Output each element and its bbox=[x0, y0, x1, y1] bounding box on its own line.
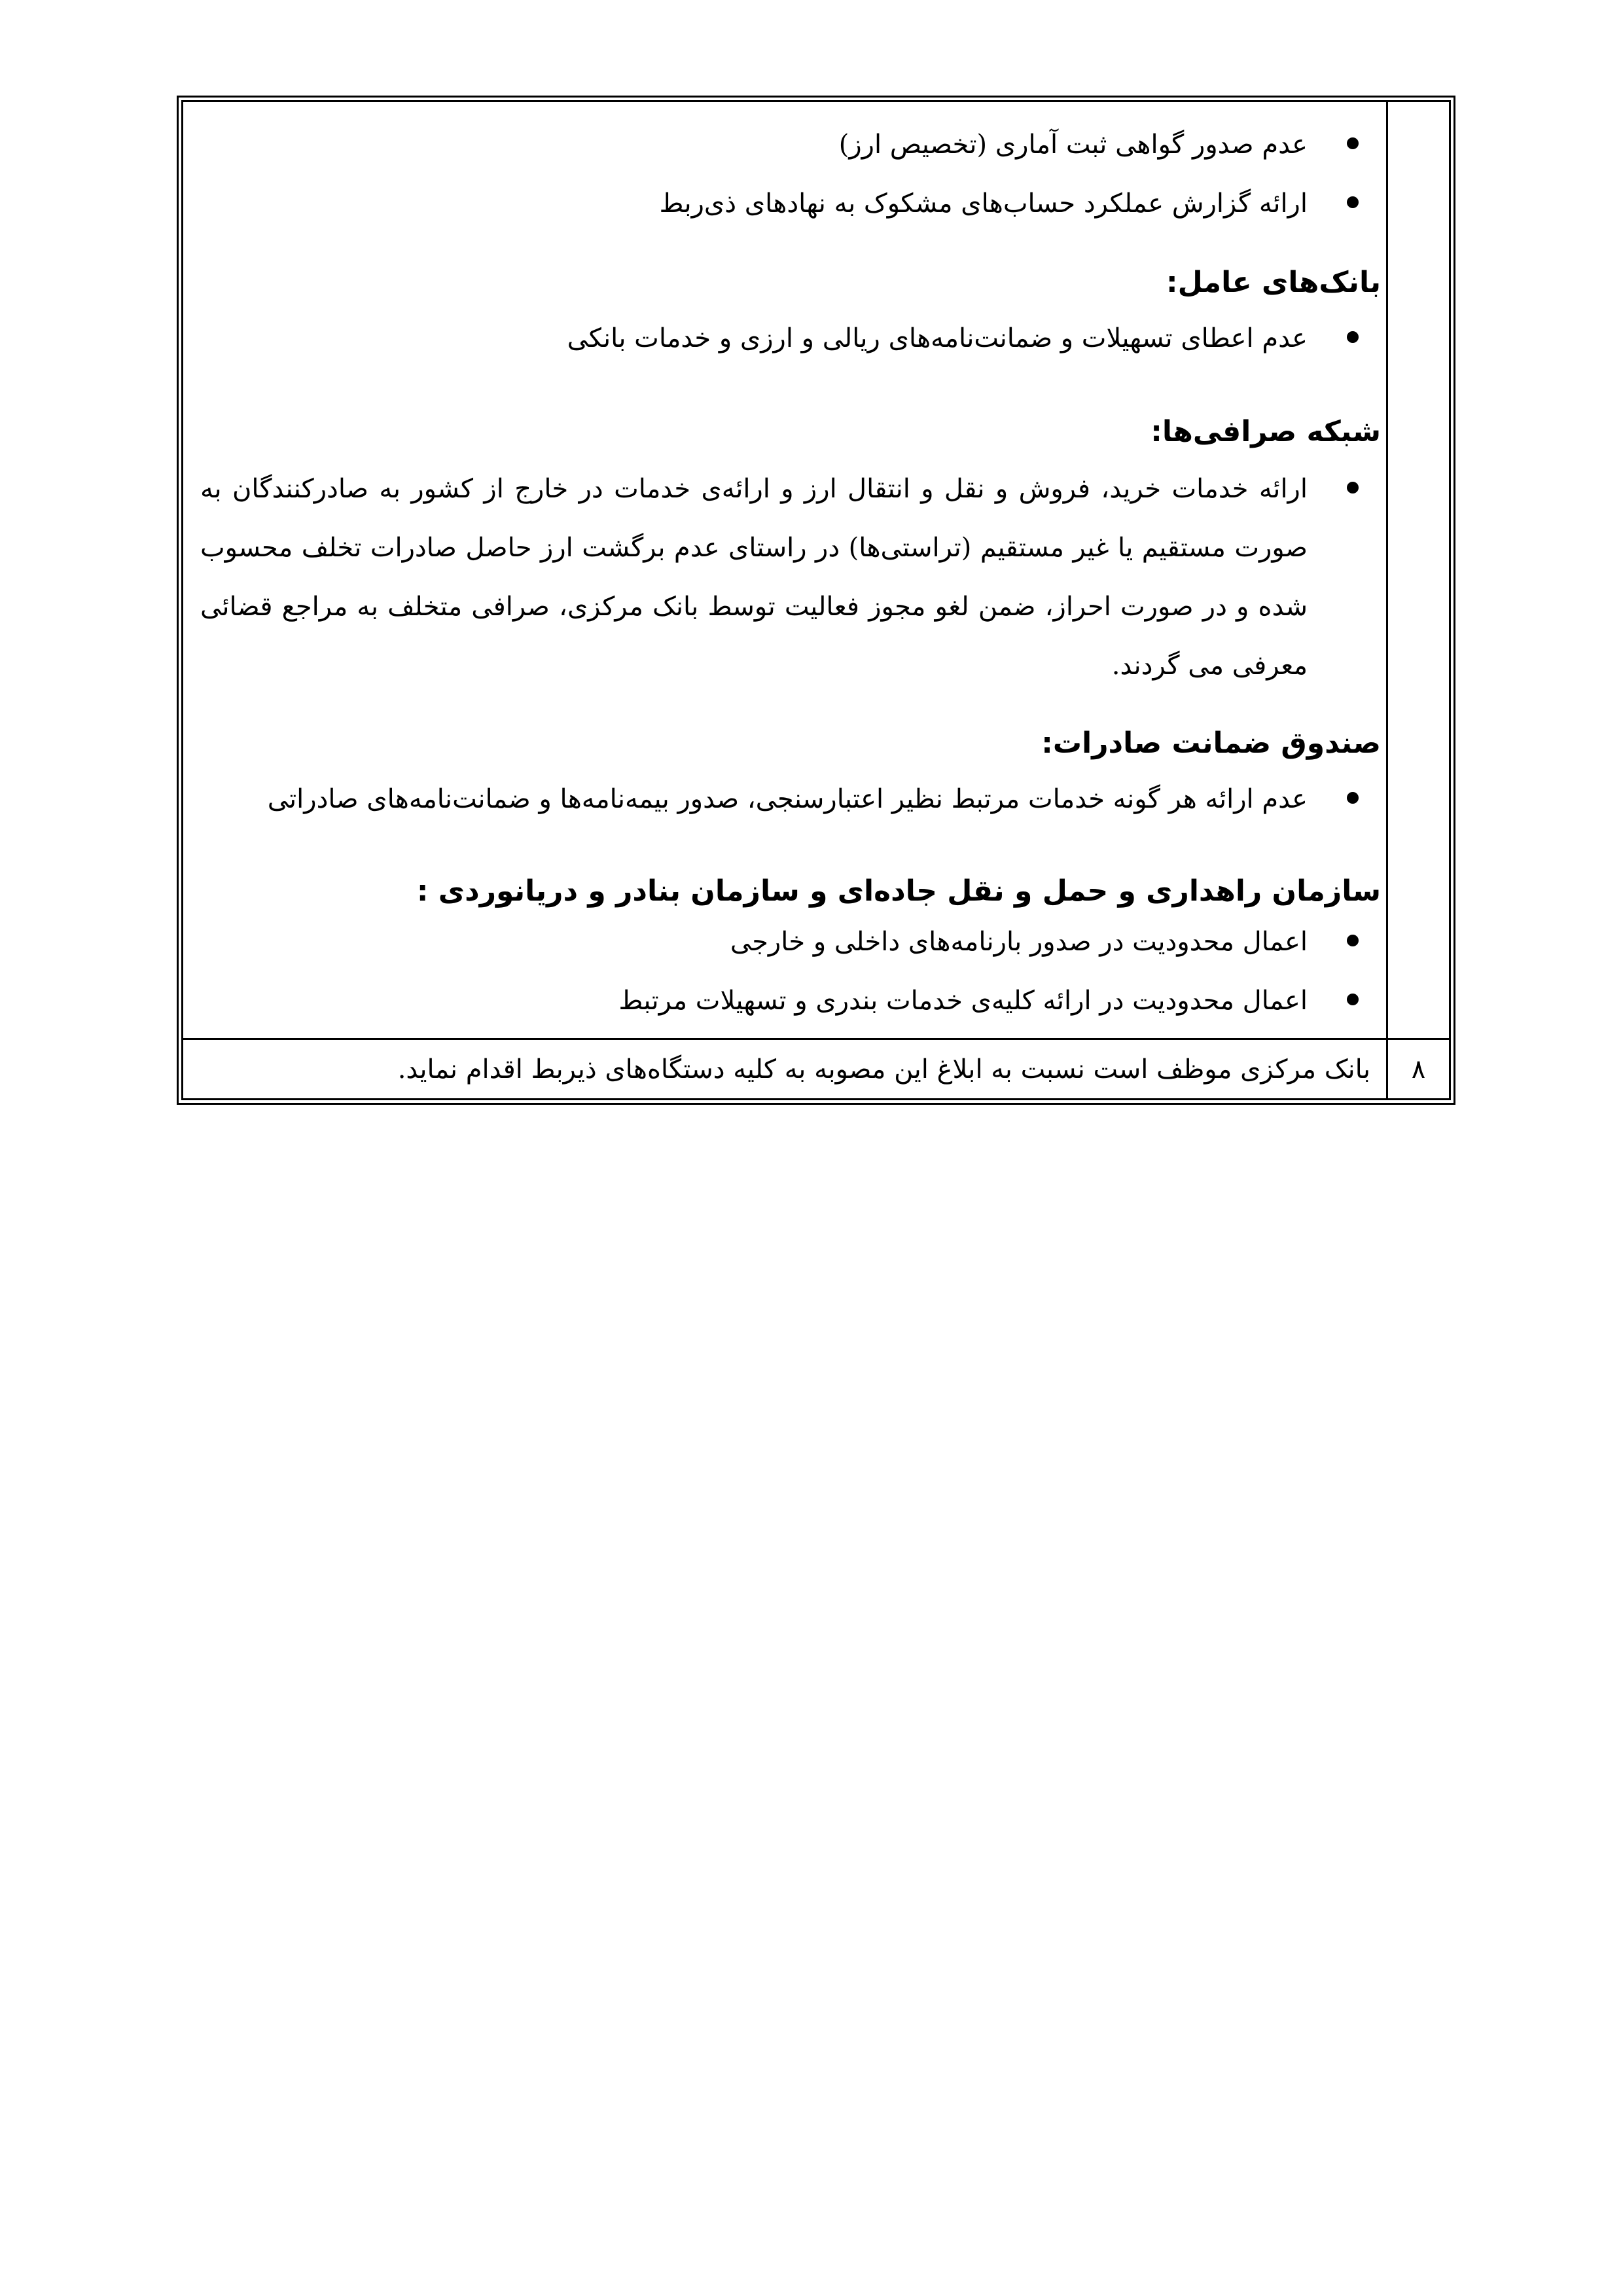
bullet-icon bbox=[1347, 196, 1359, 208]
bullet-list-road-and-ports bbox=[200, 912, 1386, 1030]
list-item: اعمال محدودیت در ارائه کلیه‌ی خدمات بندری و تسهیلات مرتبط bbox=[200, 971, 1386, 1030]
bullet-icon bbox=[1347, 482, 1359, 493]
document-table bbox=[177, 96, 1455, 1105]
row-number-cell bbox=[1386, 102, 1449, 1038]
bullet-icon bbox=[1347, 137, 1359, 149]
table-row bbox=[183, 1040, 1449, 1098]
list-item: اعمال محدودیت در صدور بارنامه‌های داخلی و خارجی bbox=[200, 912, 1386, 971]
section-heading-agent-banks: بانک‌های عامل: bbox=[1166, 266, 1381, 299]
list-item: عدم ارائه هر گونه خدمات مرتبط نظیر اعتبارسنجی، صدور بیمه‌نامه‌ها و ضمانت‌نامه‌های صادراتی bbox=[200, 770, 1386, 829]
table-row bbox=[183, 102, 1449, 1040]
row-content-cell bbox=[183, 102, 1386, 1038]
row-content-cell bbox=[183, 1040, 1386, 1098]
list-item: ارائه گزارش عملکرد حساب‌های مشکوک به نهادهای ذی‌ربط bbox=[200, 174, 1386, 233]
row-number-cell: ۸ bbox=[1386, 1040, 1449, 1098]
list-item: عدم اعطای تسهیلات و ضمانت‌نامه‌های ریالی و ارزی و خدمات بانکی bbox=[200, 309, 1386, 368]
bullet-icon bbox=[1347, 994, 1359, 1005]
bullet-icon bbox=[1347, 792, 1359, 804]
bullet-list-export-guarantee-fund bbox=[200, 770, 1386, 829]
bullet-icon bbox=[1347, 935, 1359, 946]
bullet-icon bbox=[1347, 331, 1359, 343]
bullet-list-agent-banks bbox=[200, 309, 1386, 368]
bullet-list-registry bbox=[200, 115, 1386, 233]
list-item: عدم صدور گواهی ثبت آماری (تخصیص ارز) bbox=[200, 115, 1386, 174]
bullet-list-exchange-network bbox=[200, 459, 1386, 695]
list-item: ارائه خدمات خرید، فروش و نقل و انتقال ارز و ارائه‌ی خدمات در خارج از کشور به صادرکنندگان به صورت مستقیم یا غیر مستقیم (تراستی‌ها) در راستای عدم برگشت ارز حاصل صادرات تخلف محسوب شده و در صورت احراز، ضمن لغو مجوز فعالیت توسط بانک مرکزی، صرافی متخلف به مراجع قضائی معرفی می گردند. bbox=[200, 459, 1386, 695]
central-bank-directive-text: بانک مرکزی موظف است نسبت به ابلاغ این مصوبه به کلیه دستگاه‌های ذیربط اقدام نماید. bbox=[397, 1054, 1370, 1085]
section-heading-exchange-network: شبکه صرافی‌ها: bbox=[1150, 415, 1381, 448]
section-heading-road-and-ports: سازمان راهداری و حمل و نقل جاده‌ای و سازمان بنادر و دریانوردی : bbox=[416, 874, 1381, 908]
section-heading-export-guarantee-fund: صندوق ضمانت صادرات: bbox=[1041, 726, 1381, 760]
